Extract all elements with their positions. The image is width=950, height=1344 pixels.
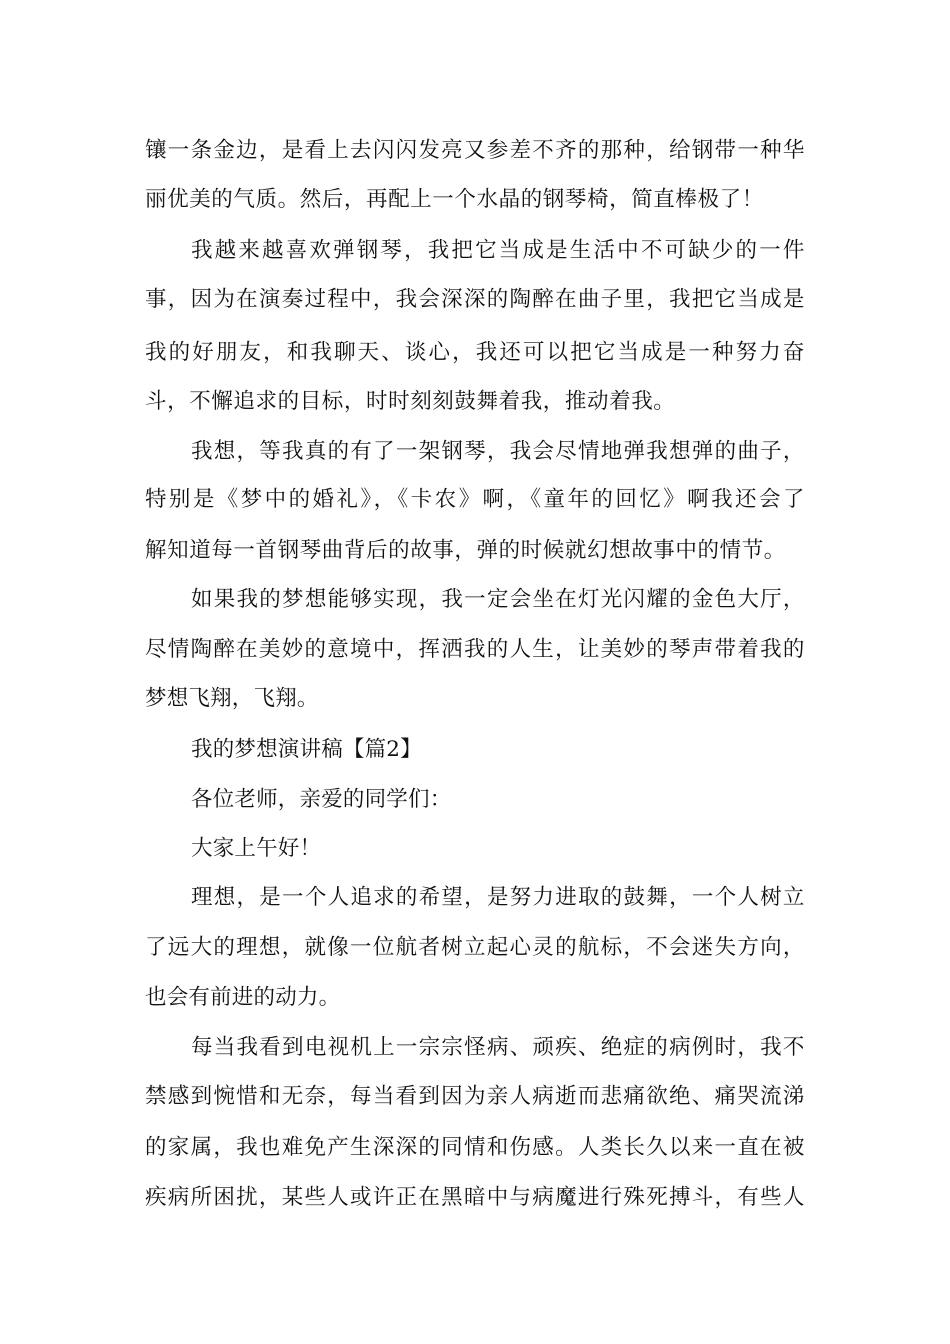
text-line: 禁感到惋惜和无奈，每当看到因为亲人病逝而悲痛欲绝、痛哭流涕: [145, 1084, 805, 1109]
greeting: 大家上午好！: [191, 836, 322, 861]
text-line: 丽优美的气质。然后，再配上一个水晶的钢琴椅，简直棒极了！: [145, 187, 764, 212]
text-line: 如果我的梦想能够实现，我一定会坐在灯光闪耀的金色大厅，: [191, 587, 805, 612]
text-line: 我想，等我真的有了一架钢琴，我会尽情地弹我想弹的曲子，: [191, 439, 805, 464]
text-line: 镶一条金边，是看上去闪闪发亮又参差不齐的那种，给钢带一种华: [145, 138, 805, 163]
text-line: 解知道每一首钢琴曲背后的故事，弹的时候就幻想故事中的情节。: [145, 538, 786, 563]
text-line: 特别是《梦中的婚礼》，《卡农》啊，《童年的回忆》啊我还会了: [145, 487, 805, 512]
section-heading: 我的梦想演讲稿【篇2】: [191, 737, 422, 762]
text-line: 疾病所困扰，某些人或许正在黑暗中与病魔进行殊死搏斗，有些人: [145, 1185, 805, 1210]
text-line: 我越来越喜欢弹钢琴，我把它当成是生活中不可缺少的一件: [191, 238, 805, 263]
text-line: 了远大的理想，就像一位航者树立起心灵的航标，不会迷失方向，: [145, 935, 805, 960]
salutation: 各位老师，亲爱的同学们：: [191, 787, 452, 812]
text-line: 理想，是一个人追求的希望，是努力进取的鼓舞，一个人树立: [191, 885, 805, 910]
text-line: 每当我看到电视机上一宗宗怪病、顽疾、绝症的病例时，我不: [191, 1035, 805, 1060]
text-line: 也会有前进的动力。: [145, 985, 341, 1010]
text-line: 尽情陶醉在美妙的意境中，挥洒我的人生，让美妙的琴声带着我的: [145, 637, 805, 662]
text-line: 我的好朋友，和我聊天、谈心，我还可以把它当成是一种努力奋: [145, 340, 805, 365]
text-line: 梦想飞翔，飞翔。: [145, 686, 319, 711]
text-line: 斗，不懈追求的目标，时时刻刻鼓舞着我，推动着我。: [145, 389, 676, 414]
text-line: 的家属，我也难免产生深深的同情和伤感。人类长久以来一直在被: [145, 1135, 805, 1160]
text-line: 事，因为在演奏过程中，我会深深的陶醉在曲子里，我把它当成是: [145, 287, 805, 312]
